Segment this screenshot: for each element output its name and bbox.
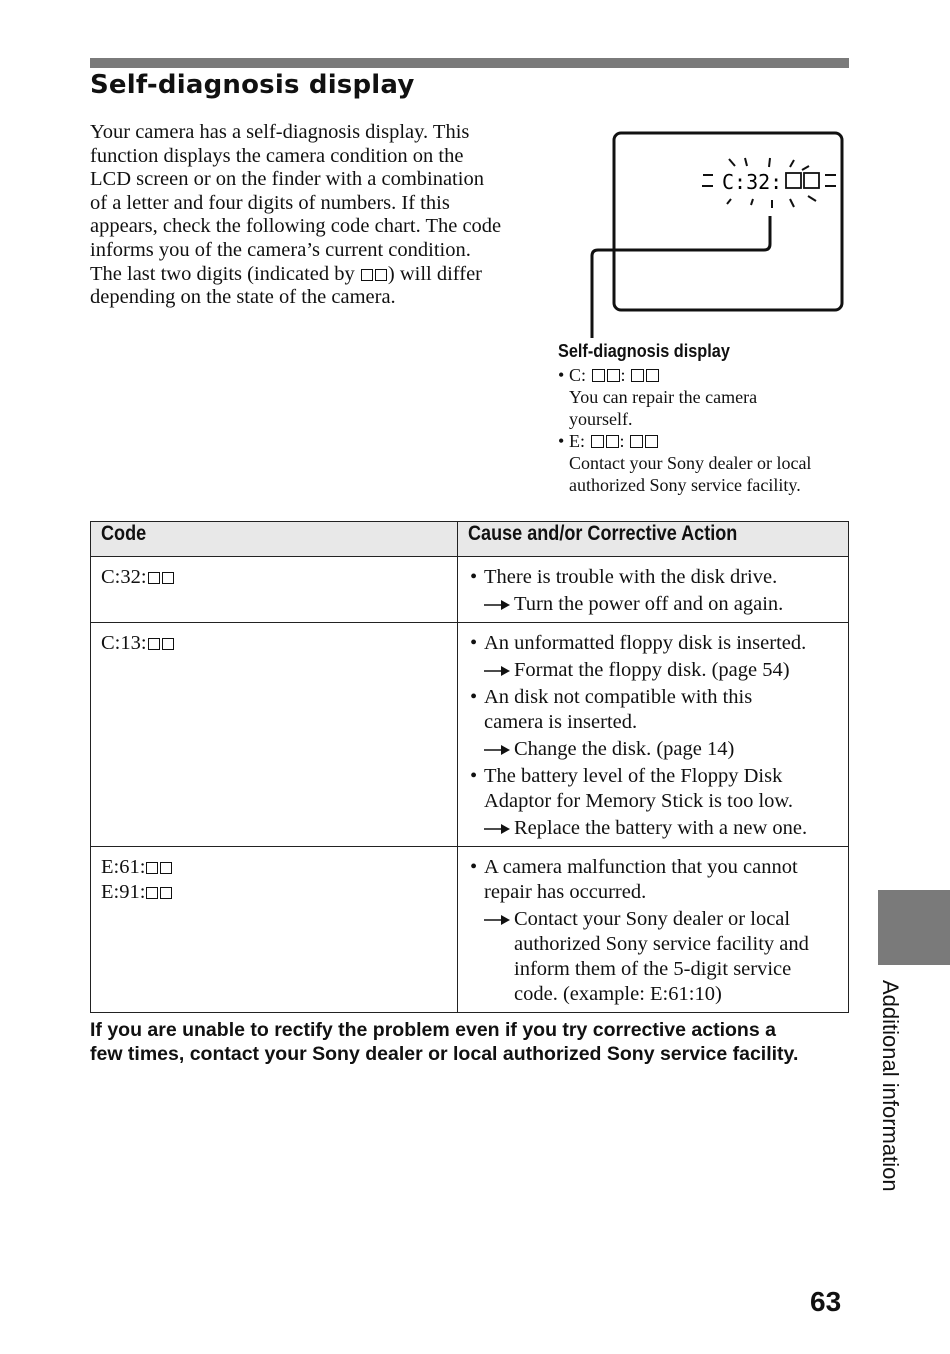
digit-box-icon xyxy=(160,862,172,874)
digit-box-icon xyxy=(361,269,373,281)
error-code xyxy=(101,565,447,590)
footer-note: If you are unable to rectify the problem even if you try corrective actions a few times, contact your Sony dealer or local authorized Sony service facility. xyxy=(90,1019,799,1065)
title-rule xyxy=(90,58,849,68)
cause-text: repair has occurred. xyxy=(484,881,647,903)
page-number: 63 xyxy=(810,1286,842,1317)
error-code xyxy=(101,631,447,656)
action-text: Turn the power off and on again. xyxy=(514,593,784,615)
cause-item xyxy=(470,565,840,590)
column-header-cause: Cause and/or Corrective Action xyxy=(458,522,849,557)
action-text: Format the floppy disk. (page 54) xyxy=(514,659,790,681)
lcd-screen-illustration xyxy=(580,126,850,341)
action-text: inform them of the 5-digit service xyxy=(514,958,792,980)
corrective-action xyxy=(470,658,840,683)
cause-cell xyxy=(458,557,849,623)
error-code-label: C:13: xyxy=(101,632,147,654)
digit-box-icon xyxy=(162,638,174,650)
digit-box-icon xyxy=(630,435,643,448)
digit-box-icon xyxy=(631,369,644,382)
cause-item xyxy=(470,855,840,905)
section-label: Additional information xyxy=(878,980,903,1192)
table-row xyxy=(91,623,849,847)
corrective-action xyxy=(470,592,840,617)
digit-box-icon xyxy=(591,435,604,448)
digit-box-icon xyxy=(645,435,658,448)
corrective-action xyxy=(470,816,840,841)
digit-box-icon xyxy=(148,638,160,650)
error-code-label: C:32: xyxy=(101,566,147,588)
cause-item xyxy=(470,631,840,656)
digit-box-icon xyxy=(804,173,819,188)
bullet-icon: • xyxy=(470,765,478,787)
digit-box-icon xyxy=(146,862,158,874)
bullet-icon: • xyxy=(470,686,478,708)
digit-box-icon xyxy=(646,369,659,382)
cause-text: camera is inserted. xyxy=(484,711,638,733)
lcd-code-text: C:32: xyxy=(722,170,783,194)
legend-item-e: • E: : xyxy=(558,430,848,452)
callout-line xyxy=(592,216,770,338)
action-text: code. (example: E:61:10) xyxy=(514,983,722,1005)
code-cell xyxy=(91,847,458,1013)
digit-box-icon xyxy=(607,369,620,382)
error-code-label: E:91: xyxy=(101,881,146,903)
legend-title: Self-diagnosis display xyxy=(558,340,730,361)
error-code xyxy=(101,855,447,880)
code-table xyxy=(90,521,849,1013)
cause-text: An unformatted floppy disk is inserted. xyxy=(484,632,807,654)
action-text: authorized Sony service facility and xyxy=(514,933,809,955)
digit-box-icon xyxy=(162,572,174,584)
digit-box-icon xyxy=(160,887,172,899)
digit-box-icon xyxy=(146,887,158,899)
code-cell xyxy=(91,557,458,623)
cause-cell xyxy=(458,623,849,847)
bullet-icon: • xyxy=(470,632,478,654)
section-tab xyxy=(878,890,950,965)
action-text: Replace the battery with a new one. xyxy=(514,817,808,839)
legend xyxy=(558,340,848,496)
cause-text: The battery level of the Floppy Disk xyxy=(484,765,783,787)
intro-paragraph: Your camera has a self-diagnosis display. This function displays the camera condition on the LCD screen or on the finder with a combination of a letter and four digits of numbers. If this appears, check the following code chart. The code informs you of the camera’s current condition. The last two digits (indicated by ) will differ depending on the state of the camera. xyxy=(90,121,502,309)
table-row xyxy=(91,557,849,623)
error-code-label: E:61: xyxy=(101,856,146,878)
legend-description: You can repair the camera yourself. xyxy=(569,387,758,429)
cause-item xyxy=(470,685,840,735)
arrow-right-icon xyxy=(484,592,510,617)
digit-box-icon xyxy=(786,173,801,188)
corrective-action xyxy=(470,737,840,762)
arrow-right-icon xyxy=(484,658,510,683)
digit-box-icon xyxy=(592,369,605,382)
digit-box-icon xyxy=(375,269,387,281)
legend-description: Contact your Sony dealer or local authorized Sony service facility. xyxy=(569,453,812,495)
digit-box-icon xyxy=(148,572,160,584)
cause-text: There is trouble with the disk drive. xyxy=(484,566,778,588)
legend-item-c: • C: : xyxy=(558,364,848,386)
cause-text: A camera malfunction that you cannot xyxy=(484,856,798,878)
cause-cell xyxy=(458,847,849,1013)
cause-text: Adaptor for Memory Stick is too low. xyxy=(484,790,793,812)
arrow-right-icon xyxy=(484,737,510,762)
column-header-code: Code xyxy=(91,522,458,557)
cause-item xyxy=(470,764,840,814)
action-text: Contact your Sony dealer or local xyxy=(514,908,791,930)
arrow-right-icon xyxy=(484,907,510,932)
bullet-icon: • xyxy=(470,856,478,878)
arrow-right-icon xyxy=(484,816,510,841)
table-row xyxy=(91,847,849,1013)
error-code xyxy=(101,880,447,905)
page-title: Self-diagnosis display xyxy=(90,70,415,100)
action-text: Change the disk. (page 14) xyxy=(514,738,735,760)
table-header-row xyxy=(91,522,849,557)
corrective-action xyxy=(470,907,840,1007)
bullet-icon: • xyxy=(470,566,478,588)
cause-text: An disk not compatible with this xyxy=(484,686,753,708)
code-cell xyxy=(91,623,458,847)
digit-box-icon xyxy=(606,435,619,448)
